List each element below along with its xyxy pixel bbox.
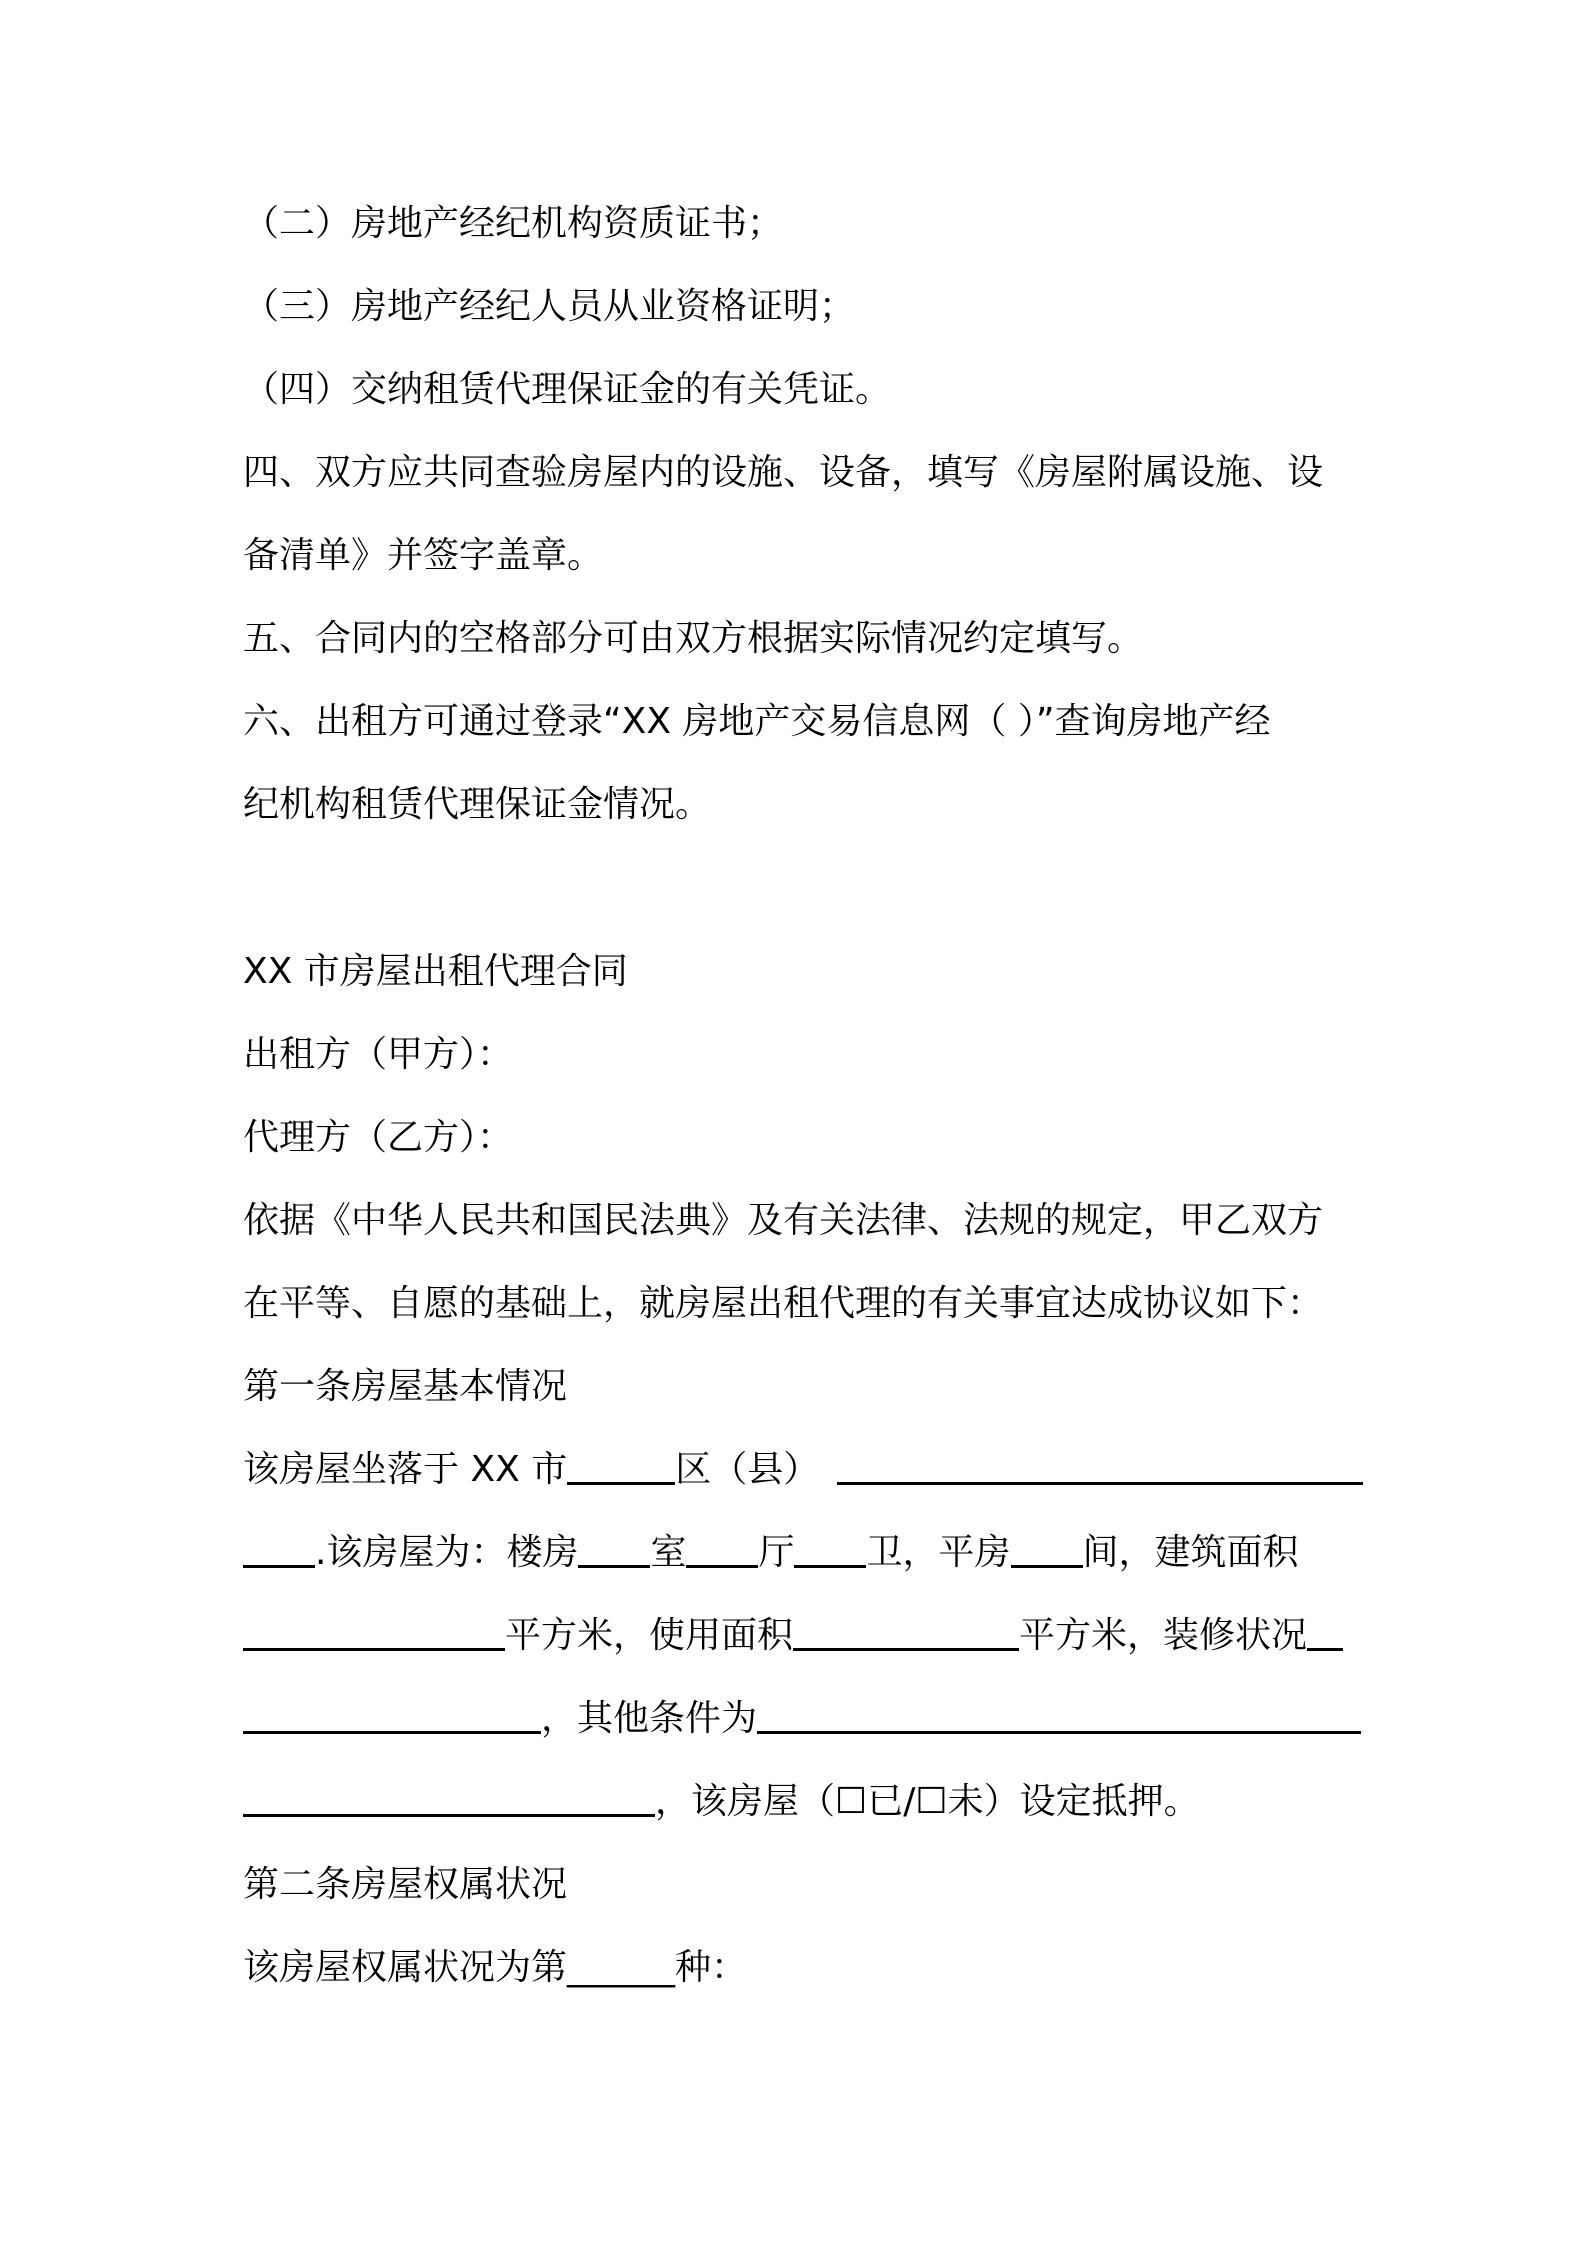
other-conditions-blank-continued[interactable] [243, 1782, 655, 1817]
list-item-qualification-certificate: （二）房地产经纪机构资质证书； [243, 203, 784, 244]
jian-label: 间，建筑面积 [1082, 1532, 1299, 1573]
clause-5: 五、合同内的空格部分可由双方根据实际情况约定填写。 [243, 618, 1144, 659]
contract-title: XX 市房屋出租代理合同 [243, 951, 628, 992]
room-label: 室 [650, 1532, 687, 1573]
clause-4-line-2: 备清单》并签字盖章。 [243, 535, 604, 576]
article-1-area-line [243, 1612, 1363, 1660]
hall-count-blank[interactable] [686, 1533, 758, 1568]
article-1-layout-line [243, 1529, 1363, 1577]
bungalow-count-blank[interactable] [1011, 1533, 1083, 1568]
clause-6-line-1: 六、出租方可通过登录“XX 房地产交易信息网（ ）”查询房地产经 [243, 701, 1271, 742]
address-blank-continued[interactable] [243, 1533, 315, 1568]
use-area-blank[interactable] [793, 1616, 1019, 1651]
preamble-line-1: 依据《中华人民共和国民法典》及有关法律、法规的规定，甲乙双方 [243, 1200, 1324, 1241]
location-prefix: 该房屋坐落于 XX 市 [243, 1449, 568, 1490]
clause-6-line-2: 纪机构租赁代理保证金情况。 [243, 784, 712, 825]
building-type-label: .该房屋为：楼房 [315, 1532, 579, 1573]
building-area-blank[interactable] [243, 1616, 505, 1651]
other-conditions-blank[interactable] [757, 1699, 1361, 1734]
list-item-deposit-voucher: （四）交纳租赁代理保证金的有关凭证。 [243, 369, 892, 410]
other-conditions-label: ，其他条件为 [541, 1698, 758, 1739]
decoration-blank-continued[interactable] [243, 1699, 541, 1734]
use-area-label: 平方米，使用面积 [505, 1615, 794, 1656]
article-1-other-line [243, 1695, 1363, 1743]
room-count-blank[interactable] [578, 1533, 650, 1568]
district-label: 区（县） [675, 1449, 820, 1490]
article-1-title: 第一条房屋基本情况 [243, 1366, 568, 1407]
article-1-mortgage-line [243, 1778, 1363, 1826]
address-blank[interactable] [837, 1450, 1363, 1485]
party-a-label: 出租方（甲方）： [243, 1034, 514, 1075]
mortgage-text: ，该房屋（☐已/☐未）设定抵押。 [655, 1781, 1200, 1822]
district-blank[interactable] [567, 1450, 675, 1485]
bath-label: 卫，平房 [866, 1532, 1011, 1573]
list-item-agent-qualification: （三）房地产经纪人员从业资格证明； [243, 286, 856, 327]
decoration-blank[interactable] [1307, 1616, 1343, 1651]
decoration-label: 平方米，装修状况 [1019, 1615, 1308, 1656]
article-2-ownership-line: 该房屋权属状况为第______种： [243, 1947, 748, 1988]
party-b-label: 代理方（乙方）： [243, 1117, 514, 1158]
hall-label: 厅 [758, 1532, 795, 1573]
preamble-line-2: 在平等、自愿的基础上，就房屋出租代理的有关事宜达成协议如下： [243, 1283, 1324, 1324]
clause-4-line-1: 四、双方应共同查验房屋内的设施、设备，填写《房屋附属设施、设 [243, 452, 1324, 493]
bath-count-blank[interactable] [794, 1533, 866, 1568]
article-2-title: 第二条房屋权属状况 [243, 1864, 568, 1905]
article-1-location-line [243, 1446, 1363, 1494]
